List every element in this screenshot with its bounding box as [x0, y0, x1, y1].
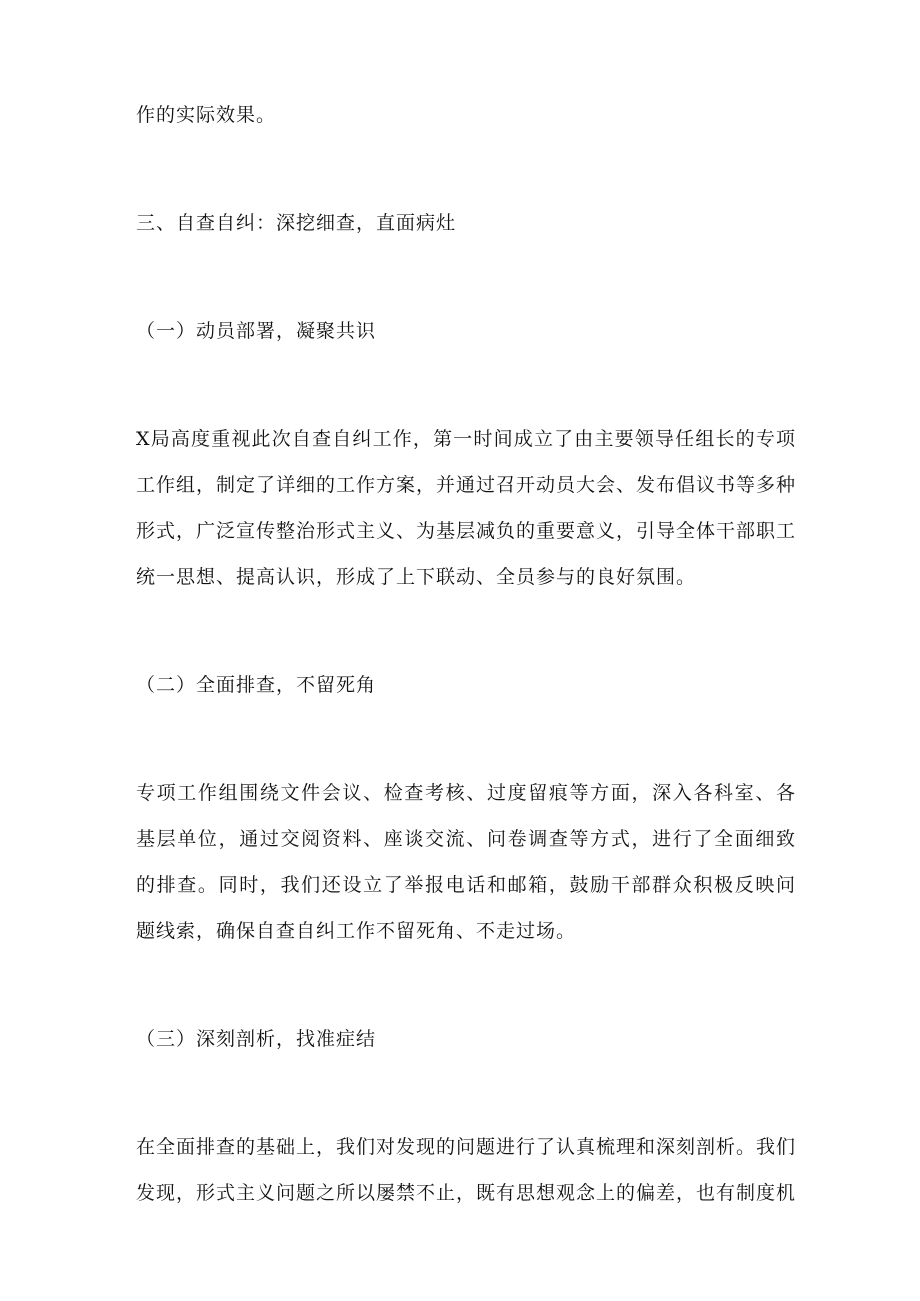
subsection-heading-1: （一）动员部署，凝聚共识	[136, 320, 377, 342]
document-body	[136, 92, 796, 1216]
spacer	[136, 138, 796, 200]
paragraph-line: 的排查。同时，我们还设立了举报电话和邮箱，鼓励干部群众积极反映问	[136, 874, 796, 896]
paragraph-line: 基层单位，通过交阅资料、座谈交流、问卷调查等方式，进行了全面细致	[136, 828, 796, 850]
paragraph-fragment: 作的实际效果。	[136, 104, 277, 126]
spacer	[136, 354, 796, 416]
paragraph-line: 专项工作组围绕文件会议、检查考核、过度留痕等方面，深入各科室、各	[136, 782, 796, 804]
spacer	[136, 954, 796, 1016]
subsection-heading-3: （三）深刻剖析，找准症结	[136, 1028, 377, 1050]
paragraph-line: 工作组，制定了详细的工作方案，并通过召开动员大会、发布倡议书等多种	[136, 474, 796, 496]
paragraph-line: X局高度重视此次自查自纠工作，第一时间成立了由主要领导任组长的专项	[136, 428, 796, 450]
paragraph-line: 发现，形式主义问题之所以屡禁不止，既有思想观念上的偏差，也有制度机	[136, 1182, 796, 1204]
spacer	[136, 600, 796, 662]
paragraph-2	[136, 770, 796, 954]
spacer	[136, 708, 796, 770]
paragraph-1	[136, 416, 796, 600]
paragraph-line: 题线索，确保自查自纠工作不留死角、不走过场。	[136, 920, 577, 942]
spacer	[136, 246, 796, 308]
paragraph-line: 在全面排查的基础上，我们对发现的问题进行了认真梳理和深刻剖析。我们	[136, 1136, 796, 1158]
section-heading: 三、自查自纠：深挖细查，直面病灶	[136, 212, 457, 234]
paragraph-line: 统一思想、提高认识，形成了上下联动、全员参与的良好氛围。	[136, 566, 697, 588]
spacer	[136, 1062, 796, 1124]
paragraph-line: 形式，广泛宣传整治形式主义、为基层减负的重要意义，引导全体干部职工	[136, 520, 796, 542]
paragraph-3	[136, 1124, 796, 1216]
subsection-heading-2: （二）全面排查，不留死角	[136, 674, 377, 696]
